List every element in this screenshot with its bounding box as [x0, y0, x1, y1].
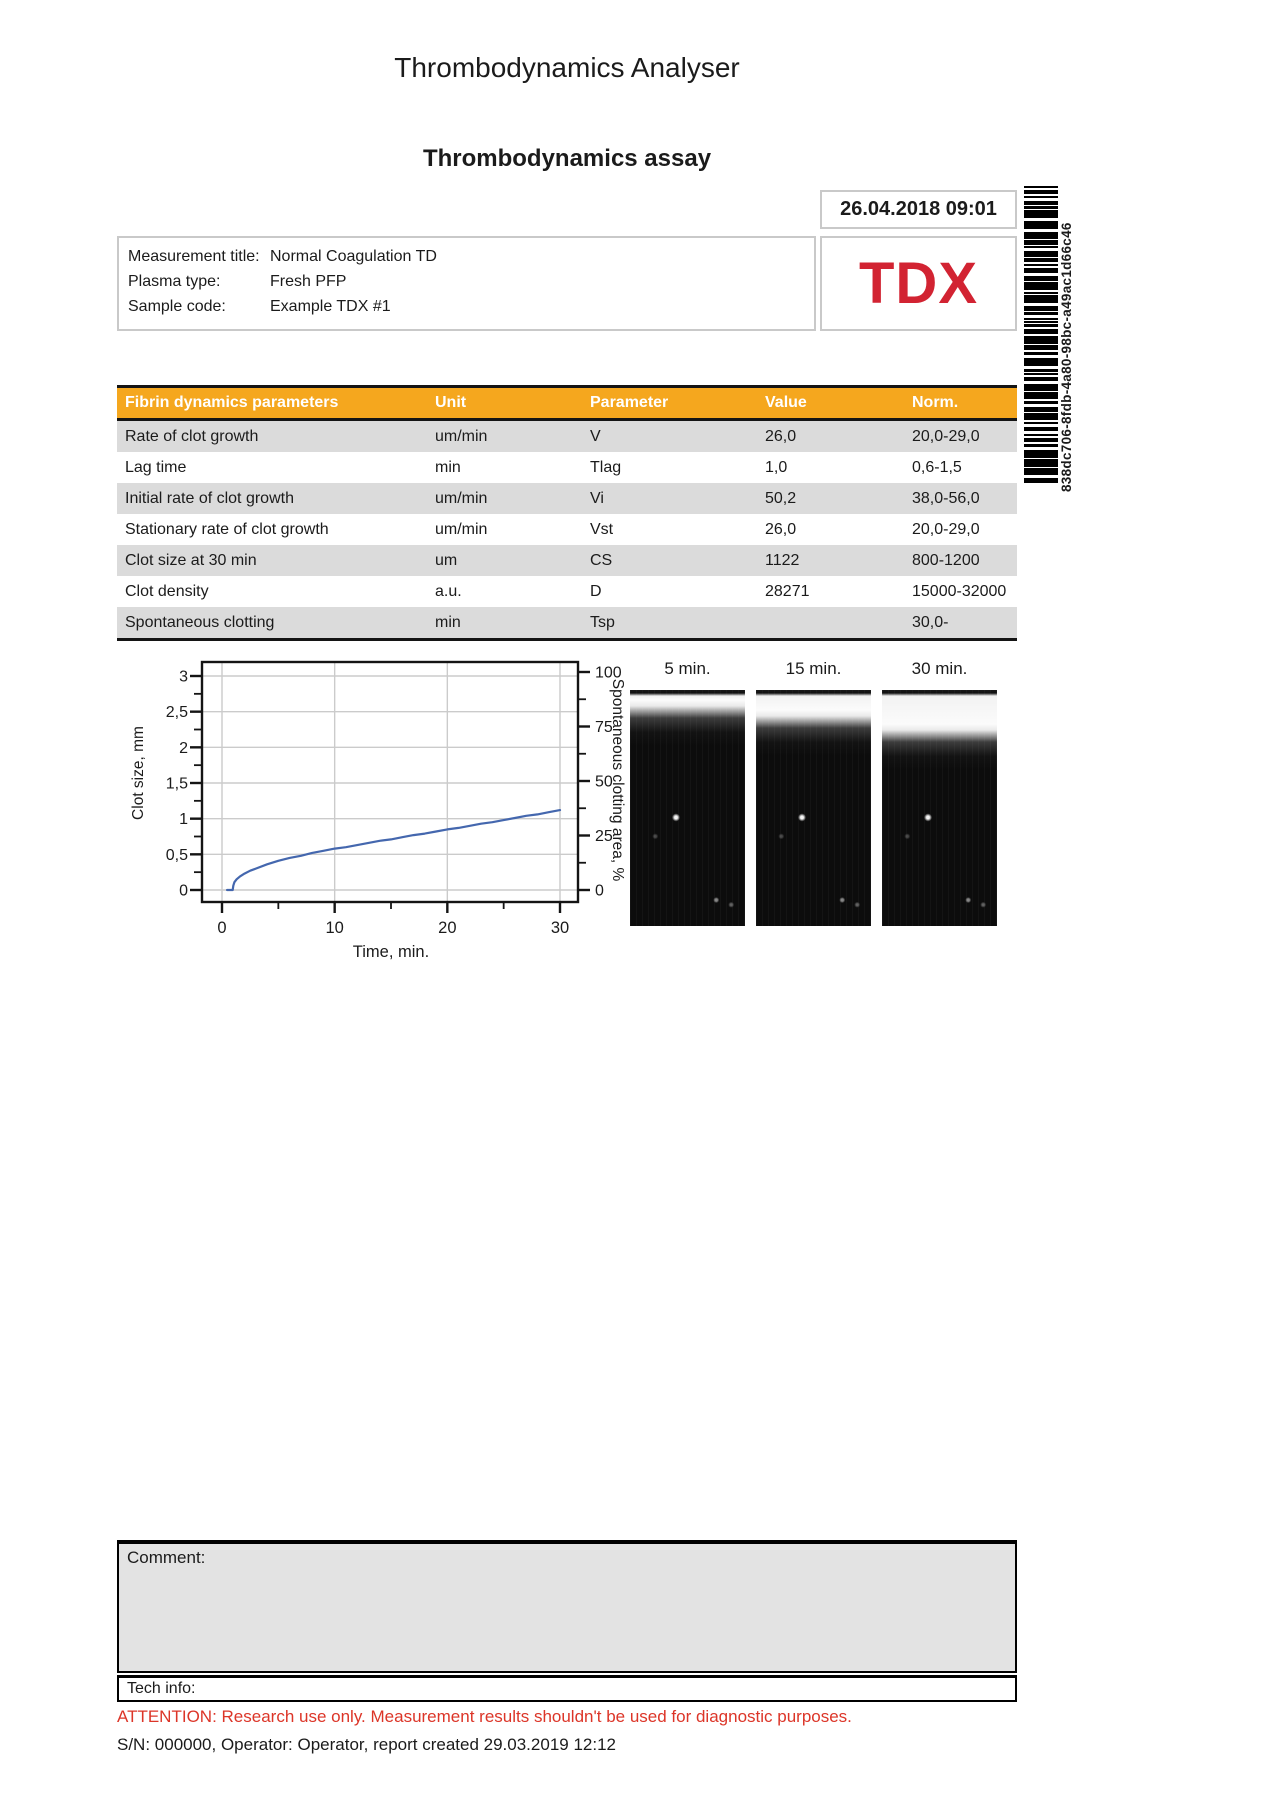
- barcode-stripe: [1024, 345, 1058, 350]
- cell-parameter: D: [590, 582, 602, 600]
- y-tick-label: 2,5: [165, 704, 188, 722]
- cell-unit: um: [435, 551, 458, 569]
- cell-parameter: CS: [590, 551, 613, 569]
- tech-info-box: [117, 1675, 1017, 1702]
- y2-tick-label: 75: [595, 719, 613, 736]
- barcode-stripe: [1024, 329, 1058, 334]
- x-tick-label: 20: [438, 919, 457, 937]
- y2-axis-title: Spontaneous clotting area, %: [609, 678, 626, 882]
- cell-norm: 20,0-29,0: [912, 427, 980, 445]
- snapshot-label: 30 min.: [911, 659, 968, 678]
- cell-norm: 30,0-: [912, 613, 949, 631]
- cell-name: Spontaneous clotting: [125, 613, 275, 631]
- y-tick-label: 3: [179, 668, 188, 686]
- barcode-stripe: [1024, 358, 1058, 366]
- y2-tick-label: 100: [595, 664, 622, 682]
- cell-norm: 20,0-29,0: [912, 520, 980, 538]
- cell-parameter: Tlag: [590, 458, 622, 476]
- barcode-stripe: [1024, 407, 1058, 412]
- y-tick-label: 0,5: [165, 846, 188, 864]
- y2-tick-label: 50: [595, 773, 613, 791]
- barcode-stripe: [1024, 206, 1058, 209]
- barcode-stripe: [1024, 427, 1058, 431]
- barcode-stripe: [1024, 312, 1058, 315]
- cell-parameter: Vi: [590, 489, 604, 507]
- barcode-stripe: [1024, 258, 1058, 262]
- barcode-stripe: [1024, 190, 1058, 194]
- y2-tick-label: 25: [595, 828, 613, 845]
- barcode-stripe: [1024, 401, 1058, 404]
- barcode-stripe: [1024, 478, 1058, 483]
- barcode-stripe: [1024, 422, 1058, 424]
- barcode-stripe: [1024, 276, 1058, 281]
- cell-unit: um/min: [435, 489, 488, 507]
- app-title: Thrombodynamics Analyser: [394, 52, 740, 83]
- cell-parameter: Vst: [590, 520, 614, 538]
- table-row: [117, 514, 1017, 545]
- barcode-stripe: [1024, 384, 1058, 391]
- barcode-stripe: [1024, 196, 1058, 198]
- col-header: Unit: [435, 394, 467, 411]
- barcode-stripe: [1024, 444, 1058, 447]
- barcode-text: 838dc706-8fdb-4a80-98bc-a49ac1d66c46: [1059, 222, 1074, 492]
- col-header: Norm.: [912, 394, 959, 411]
- barcode-stripe: [1024, 369, 1058, 372]
- barcode-stripe: [1024, 392, 1058, 399]
- cell-value: 26,0: [765, 520, 797, 538]
- cell-norm: 0,6-1,5: [912, 458, 962, 476]
- table-row: [117, 421, 1017, 452]
- barcode-stripe: [1024, 459, 1058, 467]
- clot-size-curve: [227, 810, 560, 890]
- tech-info-label: Tech info:: [127, 1680, 196, 1697]
- info-label: Plasma type:: [128, 273, 221, 290]
- y-tick-label: 2: [179, 739, 188, 757]
- cell-value: 1,0: [765, 458, 788, 476]
- table-row: [117, 452, 1017, 483]
- table-row: [117, 483, 1017, 514]
- col-header: Fibrin dynamics parameters: [125, 394, 339, 411]
- y-tick-label: 1: [179, 811, 188, 829]
- barcode-stripe: [1024, 246, 1058, 248]
- info-value: Example TDX #1: [270, 298, 391, 315]
- attention-note: ATTENTION: Research use only. Measurement results shouldn't be used for diagnostic purposes.: [117, 1707, 852, 1726]
- cell-name: Rate of clot growth: [125, 427, 259, 445]
- cell-value: 50,2: [765, 489, 797, 507]
- barcode-stripe: [1024, 232, 1058, 239]
- comment-box: [117, 1540, 1017, 1673]
- cell-unit: um/min: [435, 520, 488, 538]
- cell-value: 1122: [765, 551, 800, 569]
- col-header: Value: [765, 394, 807, 411]
- barcode-stripe: [1024, 438, 1058, 442]
- sample-info-box: [117, 236, 816, 331]
- clot-snapshots: [630, 659, 1020, 939]
- info-label: Measurement title:: [128, 248, 260, 265]
- cell-norm: 15000-32000: [912, 582, 1007, 600]
- table-row: [117, 576, 1017, 607]
- report-datetime: 26.04.2018 09:01: [820, 190, 1017, 229]
- barcode-stripe: [1024, 306, 1058, 311]
- y2-tick-label: 0: [595, 882, 604, 900]
- sample-info-row: [128, 269, 814, 294]
- x-tick-label: 30: [550, 919, 570, 937]
- y-tick-label: 1,5: [165, 775, 188, 793]
- barcode-stripe: [1024, 251, 1058, 257]
- cell-name: Clot density: [125, 582, 209, 600]
- barcode-stripe: [1024, 318, 1058, 320]
- barcode-stripe: [1024, 434, 1058, 436]
- serial-line: S/N: 000000, Operator: Operator, report created 29.03.2019 12:12: [117, 1735, 616, 1754]
- x-axis-title: Time, min.: [352, 943, 430, 961]
- cell-name: Stationary rate of clot growth: [125, 520, 329, 538]
- snapshot-label: 5 min.: [664, 659, 711, 678]
- cell-value: 26,0: [765, 427, 797, 445]
- barcode-stripe: [1024, 377, 1058, 381]
- table-header-row: [117, 385, 1017, 421]
- tdx-logo-box: [820, 236, 1017, 331]
- barcode-stripe: [1024, 264, 1058, 266]
- cell-norm: 38,0-56,0: [912, 489, 980, 507]
- cell-unit: min: [435, 458, 461, 476]
- cell-name: Initial rate of clot growth: [125, 489, 294, 507]
- barcode-stripe: [1024, 324, 1058, 327]
- barcode-stripe: [1024, 268, 1058, 273]
- sample-info-row: [128, 244, 814, 269]
- table-row: [117, 545, 1017, 576]
- cell-parameter: Tsp: [590, 613, 615, 631]
- barcode-stripe: [1024, 413, 1058, 420]
- sample-info-rows: [128, 244, 814, 319]
- barcode-stripe: [1024, 240, 1058, 245]
- barcode-stripe: [1024, 295, 1058, 303]
- barcode-stripe: [1024, 282, 1058, 290]
- barcode-stripe: [1024, 221, 1058, 229]
- sample-info-row: [128, 294, 814, 319]
- barcode-stripe: [1024, 321, 1058, 323]
- snapshot-label: 15 min.: [785, 659, 842, 678]
- y-axis-title: Clot size, mm: [130, 726, 147, 820]
- info-value: Fresh PFP: [270, 273, 347, 290]
- barcode-stripe: [1024, 373, 1058, 375]
- barcode-stripe: [1024, 450, 1058, 458]
- cell-name: Lag time: [125, 458, 187, 476]
- info-value: Normal Coagulation TD: [270, 248, 437, 265]
- cell-unit: um/min: [435, 427, 488, 445]
- tdx-logo: TDX: [859, 251, 978, 316]
- barcode-stripe: [1024, 336, 1058, 344]
- cell-norm: 800-1200: [912, 551, 980, 569]
- barcode-stripe: [1024, 210, 1058, 218]
- col-header: Parameter: [590, 394, 669, 411]
- comment-label: Comment:: [127, 1548, 206, 1567]
- cell-unit: min: [435, 613, 461, 631]
- clot-growth-chart: [117, 655, 628, 970]
- cell-parameter: V: [590, 427, 601, 445]
- clot-photo: [756, 690, 871, 926]
- barcode: [1024, 186, 1058, 492]
- y-tick-label: 0: [179, 882, 188, 900]
- table-body: [117, 421, 1017, 641]
- table-row: [117, 607, 1017, 638]
- report-title: Thrombodynamics assay: [422, 145, 712, 172]
- x-tick-label: 0: [217, 919, 227, 937]
- cell-name: Clot size at 30 min: [125, 551, 257, 569]
- parameters-table: [117, 385, 1017, 641]
- barcode-stripe: [1024, 352, 1058, 355]
- cell-value: 28271: [765, 582, 810, 600]
- info-label: Sample code:: [128, 298, 226, 315]
- clot-photo: [630, 690, 745, 926]
- barcode-stripe: [1024, 292, 1058, 294]
- barcode-stripe: [1024, 186, 1058, 188]
- x-tick-label: 10: [325, 919, 344, 937]
- cell-unit: a.u.: [435, 582, 462, 600]
- clot-photo: [882, 690, 997, 926]
- plot-frame: [202, 662, 578, 902]
- barcode-stripe: [1024, 468, 1058, 475]
- barcode-stripe: [1024, 201, 1058, 205]
